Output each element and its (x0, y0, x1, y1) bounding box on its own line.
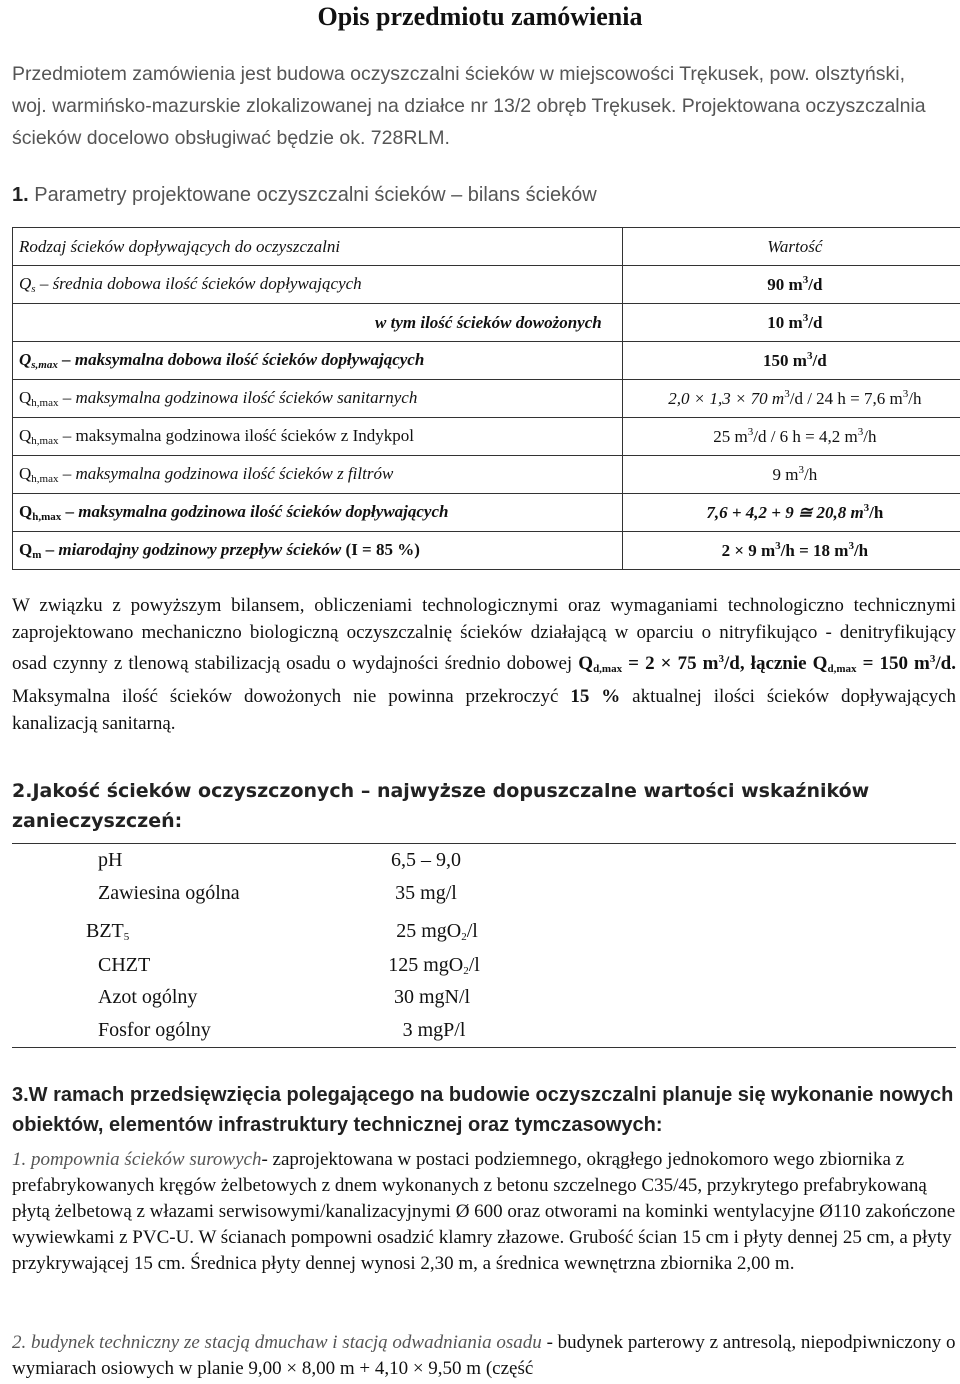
param-name (86, 920, 129, 943)
flow-subscript: d,max (593, 663, 623, 675)
value-superscript: 3 (747, 426, 754, 438)
capacity-paragraph (12, 592, 956, 737)
value-superscript: 3 (802, 274, 809, 286)
flow-subscript: d,max (827, 663, 857, 675)
table-row (13, 342, 960, 380)
param-name: pH (98, 849, 123, 871)
value-unit: /d (808, 313, 823, 332)
value-superscript: 3 (929, 653, 936, 665)
section-1-heading (12, 184, 597, 207)
value-text: 9 m (772, 465, 799, 484)
param-value: 3 mgP/l (402, 1019, 466, 1041)
table-cell-label: $Q_m$ – miarodajny godzinowy przepływ ścieków (I = 85 %) (13, 532, 623, 570)
value-text: /h = 18 m (780, 541, 849, 560)
value-text: = 2 × 75 m (622, 653, 719, 674)
table-row (13, 304, 960, 342)
value-superscript: 3 (775, 540, 781, 552)
table-cell-value (622, 380, 960, 418)
value-superscript: 3 (718, 653, 724, 665)
param-value-text: 125 mgO (388, 954, 464, 976)
value-superscript: 3 (802, 312, 809, 324)
table-cell-label: $Q_s$ – średnia dobowa ilość ścieków dopływających (13, 266, 623, 304)
row-description: w tym ilość ścieków dowożonych (375, 312, 602, 332)
section-3-heading: 3.W ramach przedsięwzięcia polegającego na budowie oczyszczalni planuje się wykonanie nowych obiektów, elementów infrastruktury technicznej oraz tymczasowych: (12, 1084, 954, 1136)
table-row (13, 532, 960, 570)
param-name: Fosfor ogólny (98, 1019, 211, 1041)
param-name: CHZT (98, 954, 151, 976)
value-unit: /h (803, 465, 818, 484)
row-description: miarodajny godzinowy przepływ ścieków (58, 540, 342, 559)
value-text: 150 m (763, 351, 807, 370)
flow-subscript: s (31, 283, 36, 295)
value-superscript: 3 (848, 540, 854, 552)
table-cell-value (622, 494, 960, 532)
table-header-row (13, 228, 960, 266)
flow-subscript: h,max (31, 397, 59, 409)
value-text: 25 m (713, 427, 748, 446)
value-unit: /d (808, 275, 823, 294)
row-description-extra: (I = 85 %) (345, 540, 420, 559)
row-description: maksymalna godzinowa ilość ścieków z Indykpol (75, 426, 414, 445)
value-text: /d / 6 h = 4,2 m (753, 427, 858, 446)
value-unit: /h (853, 541, 869, 560)
param-name: Zawiesina ogólna (98, 882, 240, 904)
flow-symbol: Q (19, 274, 32, 293)
row-description: maksymalna godzinowa ilość ścieków sanitarnych (75, 388, 418, 407)
table-cell-value (622, 532, 960, 570)
value-superscript: 3 (857, 426, 864, 438)
param-value (347, 920, 527, 943)
divider (12, 1047, 956, 1048)
param-name: Azot ogólny (98, 986, 198, 1008)
table-row (13, 380, 960, 418)
param-value-text: 25 mgO (396, 920, 462, 942)
paragraph-text: Maksymalna ilość ścieków dowożonych nie powinna przekroczyć (12, 686, 571, 707)
value-text: 2 × 9 m (721, 541, 776, 560)
wastewater-balance-table (12, 227, 960, 570)
table-cell-label: $Q_{h,max}$ – maksymalna godzinowa ilość ścieków dopływających (13, 494, 623, 532)
value-text: = 150 m (856, 653, 930, 674)
value-superscript: 3 (863, 502, 870, 514)
table-cell-value (622, 266, 960, 304)
flow-subscript: h,max (32, 511, 62, 523)
flow-symbol: Q (19, 388, 32, 407)
table-cell-label: $Q_{h,max}$ – maksymalna godzinowa ilość ścieków z filtrów (13, 456, 623, 494)
section-2-heading: 2.Jakość ścieków oczyszczonych – najwyższe dopuszczalne wartości wskaźników zanieczyszczeń: (12, 780, 870, 832)
flow-symbol: Q (19, 540, 33, 559)
table-header-label: Rodzaj ścieków dopływających do oczyszczalni (13, 228, 623, 266)
section-1-number: 1. (12, 184, 29, 206)
value-unit: /h (869, 503, 884, 522)
value-unit: /d. (935, 653, 956, 674)
param-value-unit: /l (466, 920, 478, 942)
item-1-paragraph (12, 1147, 956, 1277)
value-superscript: 3 (806, 350, 813, 362)
value-unit: /d (812, 351, 827, 370)
flow-symbol: Q (812, 653, 828, 674)
table-cell-label: $Q_{h,max}$ – maksymalna godzinowa ilość ścieków z Indykpol (13, 418, 623, 456)
table-cell-label (13, 304, 623, 342)
capacity-formula-1 (578, 653, 956, 674)
table-row (13, 266, 960, 304)
percentage-value: 15 % (570, 686, 621, 707)
flow-subscript: h,max (31, 435, 59, 447)
divider (12, 843, 956, 844)
paragraph-text: W związku z powyższym bilansem, obliczeniami technologicznymi oraz wymaganiami technologiczno technicznymi zaprojektowano mechaniczno biologiczną oczyszczalnię ścieków działającą w oparciu o nitryfikująco - denitryfikujący osad czynny z tlenową stabilizacją osadu o wydajności średnio dobowej (12, 595, 956, 674)
row-description: średnia dobowa ilość ścieków dopływających (52, 274, 362, 293)
table-cell-label: $Q_{s,max}$ – maksymalna dobowa ilość ścieków dopływających (13, 342, 623, 380)
table-cell-value (622, 342, 960, 380)
value-superscript: 3 (798, 464, 804, 476)
value-text: 10 m (767, 313, 803, 332)
table-cell-value (622, 304, 960, 342)
param-value-unit: /l (468, 954, 480, 976)
section-1-title: Parametry projektowane oczyszczalni ścieków – bilans ścieków (34, 184, 597, 206)
row-description: maksymalna godzinowa ilość ścieków z filtrów (75, 464, 394, 483)
param-value: 6,5 – 9,0 (391, 849, 461, 871)
table-cell-value (622, 418, 960, 456)
value-unit: /h (863, 427, 877, 446)
table-cell-value (622, 456, 960, 494)
page-title: Opis przedmiotu zamówienia (317, 2, 643, 31)
value-superscript: 3 (784, 388, 790, 400)
param-value-subscript: 2 (461, 931, 467, 943)
param-value-subscript: 2 (463, 965, 469, 977)
intro-paragraph: Przedmiotem zamówienia jest budowa oczyszczalni ścieków w miejscowości Trękusek, pow. olsztyński, woj. warmińsko-mazurskie zlokalizowanej na działce nr 13/2 obręb Trękusek. Projektowana oczyszczalnia ścieków docelowo obsługiwać będzie ok. 728RLM. (12, 63, 926, 149)
value-text: 90 m (767, 275, 803, 294)
flow-symbol: Q (19, 502, 33, 521)
param-value: 30 mgN/l (393, 986, 471, 1008)
table-row (13, 418, 960, 456)
value-text: /d / 24 h = 7,6 m (789, 389, 903, 408)
flow-symbol: Q (578, 653, 594, 674)
table-cell-label: $Q_{h,max}$ – maksymalna godzinowa ilość ścieków sanitarnych (13, 380, 623, 418)
row-description: maksymalna godzinowa ilość ścieków dopływających (78, 502, 449, 521)
value-unit: /h (908, 389, 922, 408)
param-name-text: BZT (86, 920, 124, 942)
item-2-paragraph (12, 1330, 956, 1382)
item-1-text: - zaprojektowana w postaci podziemnego, okrągłego jednokomoro wego zbiornika z prefabrykowanych kręgów żelbetowych z dnem wykonanych z betonu szczelnego C35/45, przykrytego prefabrykowaną płytą żelbetową z włazami serwisowymi/kanalizacyjnymi Ø 600 oraz otworami na kominki wentylacyjne Ø110 zakończone wywiewkami z PVC-U. W ścianach pompowni osadzić klamry złazowe. Grubość ścian 15 cm i płyty dennej 25 cm, a płyty przykrywającej 15 cm. Średnica płyty dennej wynosi 2,30 m, a średnica wewnętrzna zbiornika 2,00 m. (12, 1149, 956, 1274)
flow-symbol: Q (19, 464, 32, 483)
item-2-label: 2. budynek techniczny ze stacją dmuchaw i stacją odwadniania osadu (12, 1332, 542, 1353)
flow-symbol: Q (19, 426, 32, 445)
flow-symbol: Q (19, 350, 32, 369)
table-header-value: Wartość (622, 228, 960, 266)
value-text: 7,6 + 4,2 + 9 ≅ 20,8 m (706, 503, 864, 522)
paragraph-text: aktualnej ilości ścieków dopływających kanalizacją sanitarną. (12, 686, 957, 734)
table-row (13, 494, 960, 532)
param-name-subscript: 5 (123, 931, 130, 943)
flow-subscript: m (32, 549, 42, 561)
value-unit: /d, łącznie (723, 653, 813, 674)
param-value: 35 mg/l (395, 882, 457, 904)
item-2-text: - budynek parterowy z antresolą, niepodpiwniczony o wymiarach osiowych w planie 9,00 × 8,00 m + 4,10 × 9,50 m (część (12, 1332, 956, 1379)
flow-subscript: s,max (31, 359, 58, 371)
flow-subscript: h,max (31, 473, 59, 485)
item-1-label: 1. pompownia ścieków surowych (12, 1149, 262, 1170)
param-value (344, 954, 524, 977)
value-superscript: 3 (902, 388, 909, 400)
table-row (13, 456, 960, 494)
value-text: 2,0 × 1,3 × 70 m (668, 389, 785, 408)
row-description: maksymalna dobowa ilość ścieków dopływających (74, 350, 425, 369)
